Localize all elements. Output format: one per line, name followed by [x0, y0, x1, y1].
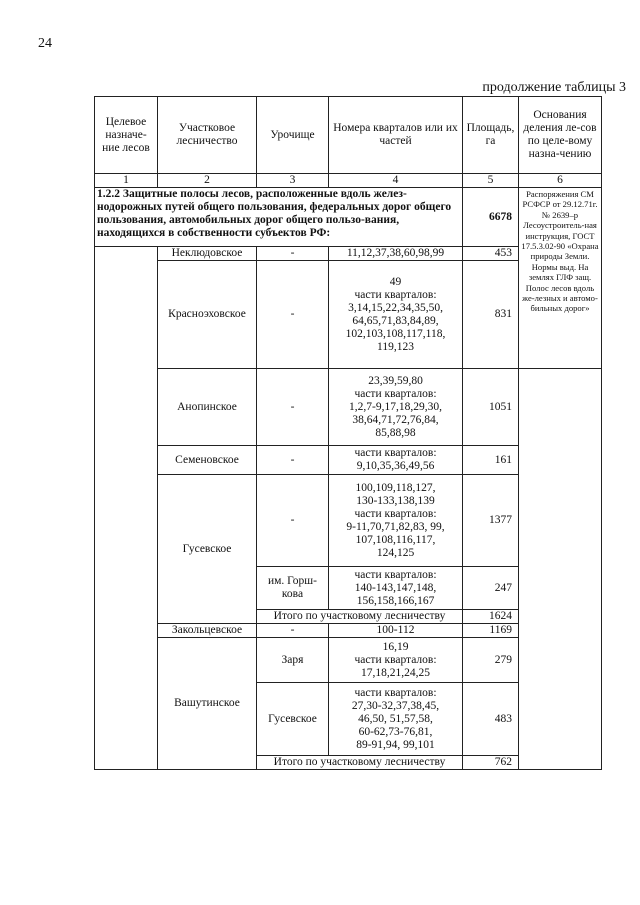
section-area: 6678 [463, 188, 519, 247]
tract-name: - [257, 247, 329, 261]
header-forestry: Участковое лесничество [158, 97, 257, 174]
col-number: 3 [257, 174, 329, 188]
quarter-numbers: 23,39,59,80 части кварталов: 1,2,7-9,17,18,29,30, 38,64,71,72,76,84, 85,88,98 [329, 369, 463, 446]
area-value: 161 [463, 446, 519, 475]
header-basis: Основания деления ле-сов по целе-вому назна-чению [519, 97, 602, 174]
area-value: 453 [463, 247, 519, 261]
page-number: 24 [38, 36, 52, 51]
header-area: Площадь, га [463, 97, 519, 174]
basis-cell-empty [519, 369, 602, 770]
forestry-name: Закольцевское [158, 624, 257, 638]
header-quarters: Номера кварталов или их частей [329, 97, 463, 174]
quarter-numbers: 11,12,37,38,60,98,99 [329, 247, 463, 261]
quarter-numbers: части кварталов: 140-143,147,148, 156,158,166,167 [329, 567, 463, 610]
forest-table [94, 96, 602, 770]
section-title: 1.2.2 Защитные полосы лесов, расположенные вдоль желез-нодорожных путей общего пользования, федеральных дорог общего пользования, автомобильных дорог общего пользо-вания, находящихся в собственности субъектов РФ: [95, 188, 463, 247]
quarter-numbers: части кварталов: 27,30-32,37,38,45, 46,50, 51,57,58, 60-62,73-76,81, 89-91,94, 99,101 [329, 683, 463, 756]
header-tract: Урочище [257, 97, 329, 174]
tract-name: Гусевское [257, 683, 329, 756]
area-value: 1051 [463, 369, 519, 446]
tract-name: - [257, 624, 329, 638]
tract-name: им. Горш-кова [257, 567, 329, 610]
col-number: 4 [329, 174, 463, 188]
forestry-name: Семеновское [158, 446, 257, 475]
forestry-name: Красноэховское [158, 261, 257, 369]
purpose-cell-empty [95, 247, 158, 770]
forestry-total-value: 762 [463, 756, 519, 770]
tract-name: Заря [257, 638, 329, 683]
tract-name: - [257, 369, 329, 446]
area-value: 1169 [463, 624, 519, 638]
section-basis: Распоряжения СМ РСФСР от 29.12.71г. № 2639–р Лесоустроитель-ная инструкция, ГОСТ 17.5.3.02-90 «Охрана природы Земли. Нормы выд. На землях ГЛФ защ. Полос лесов вдоль же-лезных и автомо-бильных дорог» [519, 188, 602, 369]
col-number: 6 [519, 174, 602, 188]
quarter-numbers: 100,109,118,127, 130-133,138,139 части кварталов: 9-11,70,71,82,83, 99, 107,108,116,117, 124,125 [329, 475, 463, 567]
forestry-name: Гусевское [158, 475, 257, 624]
col-number: 2 [158, 174, 257, 188]
quarter-numbers: 16,19 части кварталов: 17,18,21,24,25 [329, 638, 463, 683]
tract-name: - [257, 446, 329, 475]
forestry-total-label: Итого по участковому лесничеству [257, 610, 463, 624]
area-value: 1377 [463, 475, 519, 567]
forestry-total-value: 1624 [463, 610, 519, 624]
forestry-name: Неклюдовское [158, 247, 257, 261]
col-number: 1 [95, 174, 158, 188]
forestry-total-label: Итого по участковому лесничеству [257, 756, 463, 770]
area-value: 483 [463, 683, 519, 756]
header-purpose: Целевое назначе-ние лесов [95, 97, 158, 174]
table-continuation-label: продолжение таблицы 3 [482, 80, 626, 95]
tract-name: - [257, 261, 329, 369]
forestry-name: Вашутинское [158, 638, 257, 770]
quarter-numbers: 100-112 [329, 624, 463, 638]
area-value: 831 [463, 261, 519, 369]
area-value: 279 [463, 638, 519, 683]
quarter-numbers: части кварталов: 9,10,35,36,49,56 [329, 446, 463, 475]
tract-name: - [257, 475, 329, 567]
forestry-name: Анопинское [158, 369, 257, 446]
quarter-numbers: 49 части кварталов: 3,14,15,22,34,35,50, 64,65,71,83,84,89, 102,103,108,117,118, 119,123 [329, 261, 463, 369]
col-number: 5 [463, 174, 519, 188]
area-value: 247 [463, 567, 519, 610]
